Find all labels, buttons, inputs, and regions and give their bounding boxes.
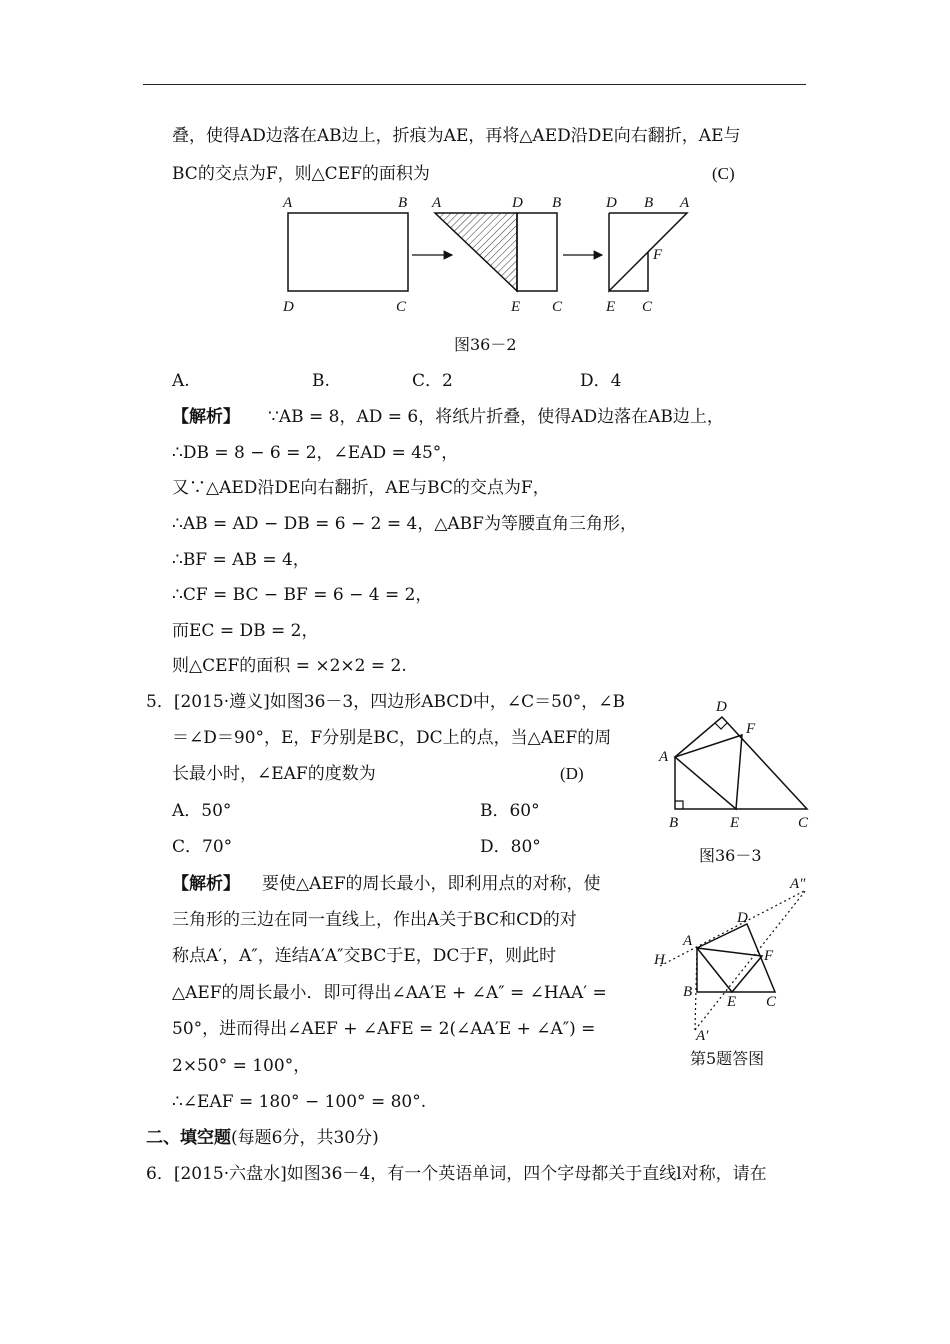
fig363-label-e: E [730, 815, 740, 831]
q4-solution-line-1: ∵AB = 8，AD = 6，将纸片折叠，使得AD边落在AB边上， [268, 407, 724, 427]
figure-36-3 [655, 695, 815, 835]
ans-dotted-ap-a2p [695, 890, 806, 1030]
figure-36-2 [280, 193, 700, 318]
section-2-title: 二、填空题 [146, 1128, 231, 1148]
ans-label-b: B [683, 984, 693, 1000]
section-2-heading [146, 1127, 379, 1149]
fig2-label-d: D [512, 195, 523, 211]
q4-solution-line-5: ∴BF = AB = 4， [172, 550, 310, 570]
ans-label-a2p: A″ [790, 876, 806, 892]
q4-option-c: C．2 [412, 371, 453, 391]
ans-label-ap: A′ [696, 1028, 709, 1044]
fig3-label-f: F [653, 247, 663, 263]
fig2-label-a: A [432, 195, 442, 211]
fig2-hatched-triangle [435, 213, 517, 291]
q4-solution-line-2: ∴DB = 8 − 6 = 2，∠EAD = 45°， [172, 443, 459, 463]
q5-option-b: B．60° [480, 801, 540, 821]
fig2-label-c: C [552, 299, 563, 315]
q5-option-c: C．70° [172, 837, 233, 857]
ans-dotted-h-a2p [660, 890, 806, 966]
ans-label-e: E [727, 994, 737, 1010]
ans-triangle-aef [697, 948, 762, 992]
q5-solution-line-3: 称点A′，A″，连结A′A″交BC于E，DC于F，则此时 [172, 946, 557, 966]
q5-solution-line-7: ∴∠EAF = 180° − 100° = 80°. [172, 1092, 427, 1112]
fig363-label-d: D [716, 699, 727, 715]
q4-solution-line-3: 又∵△AED沿DE向右翻折，AE与BC的交点为F， [172, 478, 550, 498]
q5-option-d: D．80° [480, 837, 541, 857]
q4-option-b: B. [312, 371, 330, 391]
fig1-label-b: B [398, 195, 408, 211]
ans-label-a: A [683, 933, 693, 949]
q5-option-a: A．50° [172, 801, 232, 821]
fig363-label-a: A [659, 749, 669, 765]
q4-option-d: D．4 [580, 371, 622, 391]
q4-solution-line-6: ∴CF = BC − BF = 6 − 4 = 2， [172, 585, 433, 605]
q5-solution-tag: 【解析】 [172, 874, 240, 894]
top-rule [143, 84, 806, 85]
q4-solution-line-7: 而EC = DB = 2， [172, 621, 319, 641]
ans-label-c: C [766, 994, 777, 1010]
fig363-quadrilateral [675, 717, 807, 809]
section-2-note: (每题6分，共30分) [231, 1128, 379, 1148]
fig3-label-b: B [644, 195, 654, 211]
q5-answer-figure-caption: 第5题答图 [690, 1049, 765, 1068]
q4-text-line-2: BC的交点为F，则△CEF的面积为 [172, 164, 430, 184]
q5-solution-line-5: 50°，进而得出∠AEF + ∠AFE = 2(∠AA′E + ∠A″) = [172, 1019, 596, 1039]
fig363-right-angle-d [715, 723, 727, 729]
q4-answer: (C) [712, 164, 735, 183]
ans-label-d: D [737, 910, 748, 926]
q4-text-line-1: 叠，使得AD边落在AB边上，折痕为AE，再将△AED沿DE向右翻折，AE与 [172, 126, 741, 146]
figure-36-2-caption: 图36－2 [454, 335, 517, 354]
ans-label-h: H [654, 952, 665, 968]
fig363-triangle-aef [675, 735, 742, 809]
q5-solution-line-1: 要使△AEF的周长最小，即利用点的对称，使 [262, 874, 601, 894]
figure-36-3-caption: 图36－3 [699, 846, 762, 865]
q6-text-line-1: 6．[2015·六盘水]如图36－4，有一个英语单词，四个字母都关于直线l对称，请在 [146, 1164, 767, 1184]
q4-solution-line-4: ∴AB = AD − DB = 6 − 2 = 4，△ABF为等腰直角三角形， [172, 514, 637, 534]
fig1-rectangle [288, 213, 408, 291]
q5-answer-figure [650, 872, 820, 1042]
fig363-label-f: F [746, 721, 756, 737]
fig363-label-b: B [669, 815, 679, 831]
fig1-label-c: C [396, 299, 407, 315]
fig1-label-a: A [283, 195, 293, 211]
fig2-label-e: E [511, 299, 521, 315]
q5-text-line-2: ＝∠D＝90°，E，F分别是BC，DC上的点，当△AEF的周 [172, 728, 612, 748]
q5-answer: (D) [560, 764, 584, 783]
fig3-label-c: C [642, 299, 653, 315]
q5-text-line-3: 长最小时，∠EAF的度数为 [172, 764, 376, 784]
q5-solution-line-6: 2×50° = 100°， [172, 1056, 311, 1076]
fig363-right-angle-b [675, 801, 683, 809]
fig363-label-c: C [798, 815, 809, 831]
ans-label-f: F [764, 948, 774, 964]
q5-solution-line-2: 三角形的三边在同一直线上，作出A关于BC和CD的对 [172, 910, 577, 930]
q4-solution-line-8: 则△CEF的面积 = ×2×2 = 2. [172, 656, 407, 676]
fig2-rectangle [517, 213, 557, 291]
fig3-label-a: A [680, 195, 690, 211]
q4-option-a: A. [172, 371, 190, 391]
fig3-label-d: D [606, 195, 617, 211]
q5-solution-line-4: △AEF的周长最小．即可得出∠AA′E + ∠A″ = ∠HAA′ = [172, 983, 607, 1003]
fig1-label-d: D [283, 299, 294, 315]
fig2-label-b: B [552, 195, 562, 211]
q4-solution-tag: 【解析】 [172, 407, 240, 427]
q5-text-line-1: 5．[2015·遵义]如图36－3，四边形ABCD中，∠C＝50°，∠B [146, 692, 626, 712]
fig3-label-e: E [606, 299, 616, 315]
